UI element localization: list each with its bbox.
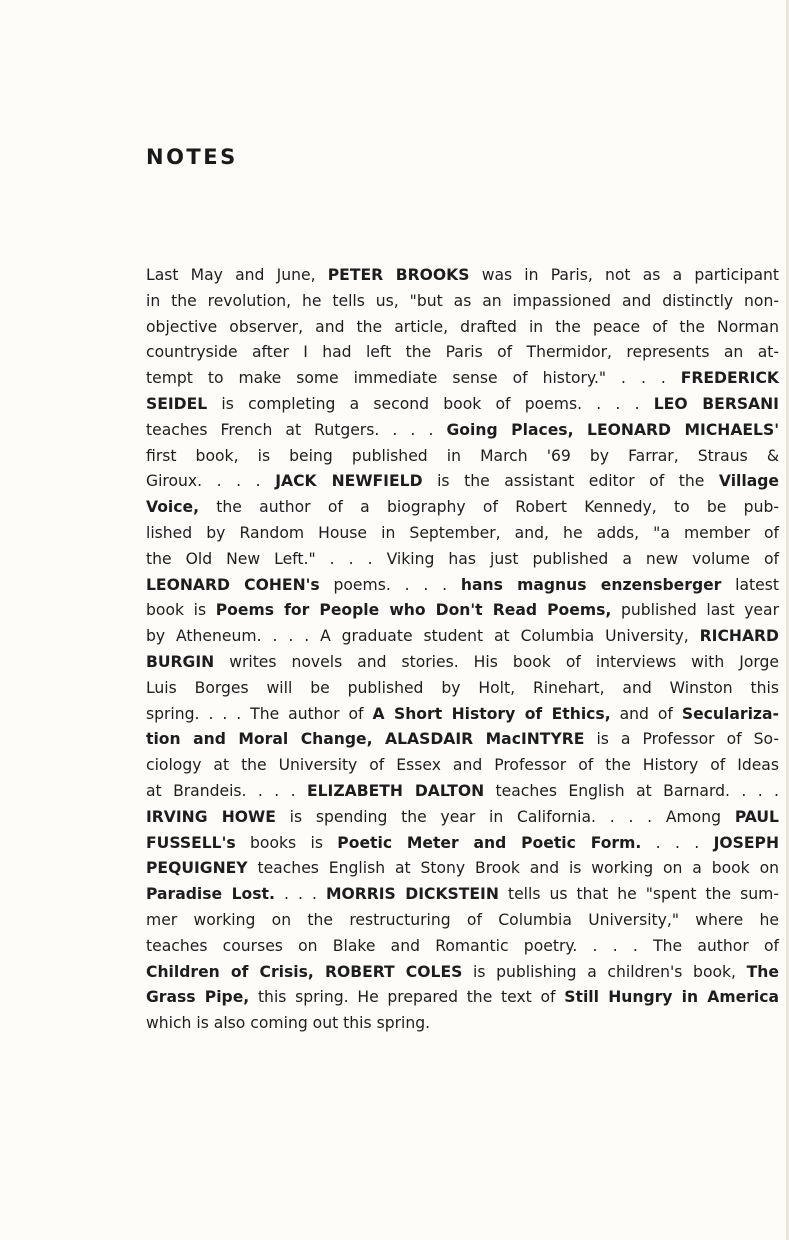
text-run: tempt to make some immediate sense of history." . . . — [146, 369, 681, 388]
text-line — [146, 289, 779, 315]
text-run: is the assistant editor of the — [422, 472, 719, 491]
bold-text-run: PEQUIGNEY — [146, 859, 248, 878]
bold-text-run: Poetic Meter and Poetic Form. — [337, 833, 642, 852]
text-run: and of — [610, 704, 682, 723]
text-run: Luis Borges will be published by Holt, Rinehart, and Winston this — [146, 678, 779, 697]
notes-paragraph — [146, 263, 779, 1037]
page-title: NOTES — [146, 145, 238, 169]
text-run: this spring. He prepared the text of — [249, 988, 565, 1007]
text-run: teaches English at Stony Brook and is working on a book on — [247, 859, 779, 878]
bold-text-run: Grass Pipe, — [146, 988, 250, 1007]
text-run: poems. . . . — [319, 575, 461, 594]
text-line — [146, 521, 779, 547]
bold-text-run: JOSEPH — [713, 833, 780, 852]
text-line — [146, 856, 779, 882]
text-line — [146, 702, 779, 728]
bold-text-run: LEONARD COHEN's — [146, 575, 320, 594]
text-line — [146, 960, 779, 986]
text-line — [146, 598, 779, 624]
text-line — [146, 676, 779, 702]
text-run: book is — [146, 601, 216, 620]
text-run: by Atheneum. . . . A graduate student at Columbia University, — [146, 627, 700, 646]
bold-text-run: PETER BROOKS — [327, 266, 470, 284]
text-line — [146, 831, 779, 857]
text-run: is spending the year in California. . . . Among — [275, 807, 735, 826]
text-run: . . . — [641, 833, 714, 852]
text-run: in the revolution, he tells us, "but as an impassioned and distinctly non- — [146, 291, 779, 310]
text-line — [146, 805, 779, 831]
text-line — [146, 908, 779, 934]
text-line — [146, 753, 779, 779]
text-run: tells us that he "spent the sum- — [498, 885, 779, 904]
text-line — [146, 573, 779, 599]
bold-text-run: FREDERICK — [680, 369, 779, 388]
bold-text-run: SEIDEL — [146, 394, 208, 413]
text-run: spring. . . . The author of — [146, 704, 373, 723]
bold-text-run: FUSSELL's — [146, 833, 236, 852]
text-run: objective observer, and the article, drafted in the peace of the Norman — [146, 317, 779, 336]
bold-text-run: Children of Crisis, ROBERT COLES — [146, 962, 463, 981]
text-line — [146, 495, 779, 521]
text-run: is publishing a children's book, — [462, 962, 747, 981]
text-run: published last year — [611, 601, 779, 620]
bold-text-run: Voice, — [146, 498, 200, 517]
bold-text-run: Seculariza- — [681, 704, 779, 723]
bold-text-run: PAUL — [734, 807, 779, 826]
text-run: is a Professor of So- — [584, 730, 779, 749]
text-line — [146, 315, 779, 341]
text-line — [146, 624, 779, 650]
text-line — [146, 727, 779, 753]
bold-text-run: A Short History of Ethics, — [372, 704, 611, 723]
bold-text-run: MORRIS DICKSTEIN — [325, 885, 499, 904]
text-run: lished by Random House in September, and, he adds, "a member of — [146, 523, 779, 542]
bold-text-run: JACK NEWFIELD — [275, 472, 423, 491]
text-line — [146, 469, 779, 495]
text-line — [146, 650, 779, 676]
bold-text-run: Going Places, LEONARD MICHAELS' — [446, 420, 779, 439]
text-run: at Brandeis. . . . — [146, 781, 307, 800]
text-run: the Old New Left." . . . Viking has just published a new volume of — [146, 549, 779, 568]
bold-text-run: Still Hungry in America — [564, 988, 780, 1007]
text-line — [146, 263, 779, 289]
text-line — [146, 547, 779, 573]
text-run: mer working on the restructuring of Columbia University," where he — [146, 910, 779, 929]
bold-text-run: Poems for People who Don't Read Poems, — [215, 601, 612, 620]
bold-text-run: Village — [718, 472, 780, 491]
text-line — [146, 444, 779, 470]
text-line — [146, 340, 779, 366]
text-line — [146, 882, 779, 908]
text-line — [146, 366, 779, 392]
text-run: teaches English at Barnard. . . . — [484, 781, 779, 800]
text-run: latest — [721, 575, 780, 594]
bold-text-run: Paradise Lost. — [146, 885, 275, 904]
text-run: ciology at the University of Essex and Professor of the History of Ideas — [146, 756, 779, 775]
text-run: was in Paris, not as a participant — [469, 266, 779, 284]
text-run: countryside after I had left the Paris of Thermidor, represents an at- — [146, 343, 779, 362]
text-run: teaches French at Rutgers. . . . — [146, 420, 447, 439]
text-run: first book, is being published in March '69 by Farrar, Straus & — [146, 446, 779, 465]
text-run: books is — [235, 833, 338, 852]
bold-text-run: LEO BERSANI — [653, 394, 779, 413]
text-line — [146, 934, 779, 960]
bold-text-run: The — [746, 962, 779, 981]
text-run: which is also coming out this spring. — [146, 1014, 431, 1033]
text-run: is completing a second book of poems. . . . — [207, 394, 654, 413]
text-run: Last May and June, — [146, 266, 328, 284]
text-line — [146, 1011, 779, 1037]
bold-text-run: IRVING HOWE — [146, 807, 276, 826]
text-line — [146, 392, 779, 418]
text-line — [146, 779, 779, 805]
text-run: teaches courses on Blake and Romantic poetry. . . . The author of — [146, 936, 779, 955]
text-run: . . . — [274, 885, 326, 904]
bold-text-run: hans magnus enzensberger — [460, 575, 722, 594]
text-run: Giroux. . . . — [146, 472, 276, 491]
text-run: the author of a biography of Robert Kennedy, to be pub- — [199, 498, 779, 517]
text-run: writes novels and stories. His book of interviews with Jorge — [214, 652, 779, 671]
bold-text-run: RICHARD — [699, 627, 779, 646]
bold-text-run: tion and Moral Change, ALASDAIR MacINTYRE — [146, 730, 585, 749]
bold-text-run: BURGIN — [146, 652, 215, 671]
bold-text-run: ELIZABETH DALTON — [306, 781, 485, 800]
text-line — [146, 985, 779, 1011]
text-line — [146, 418, 779, 444]
